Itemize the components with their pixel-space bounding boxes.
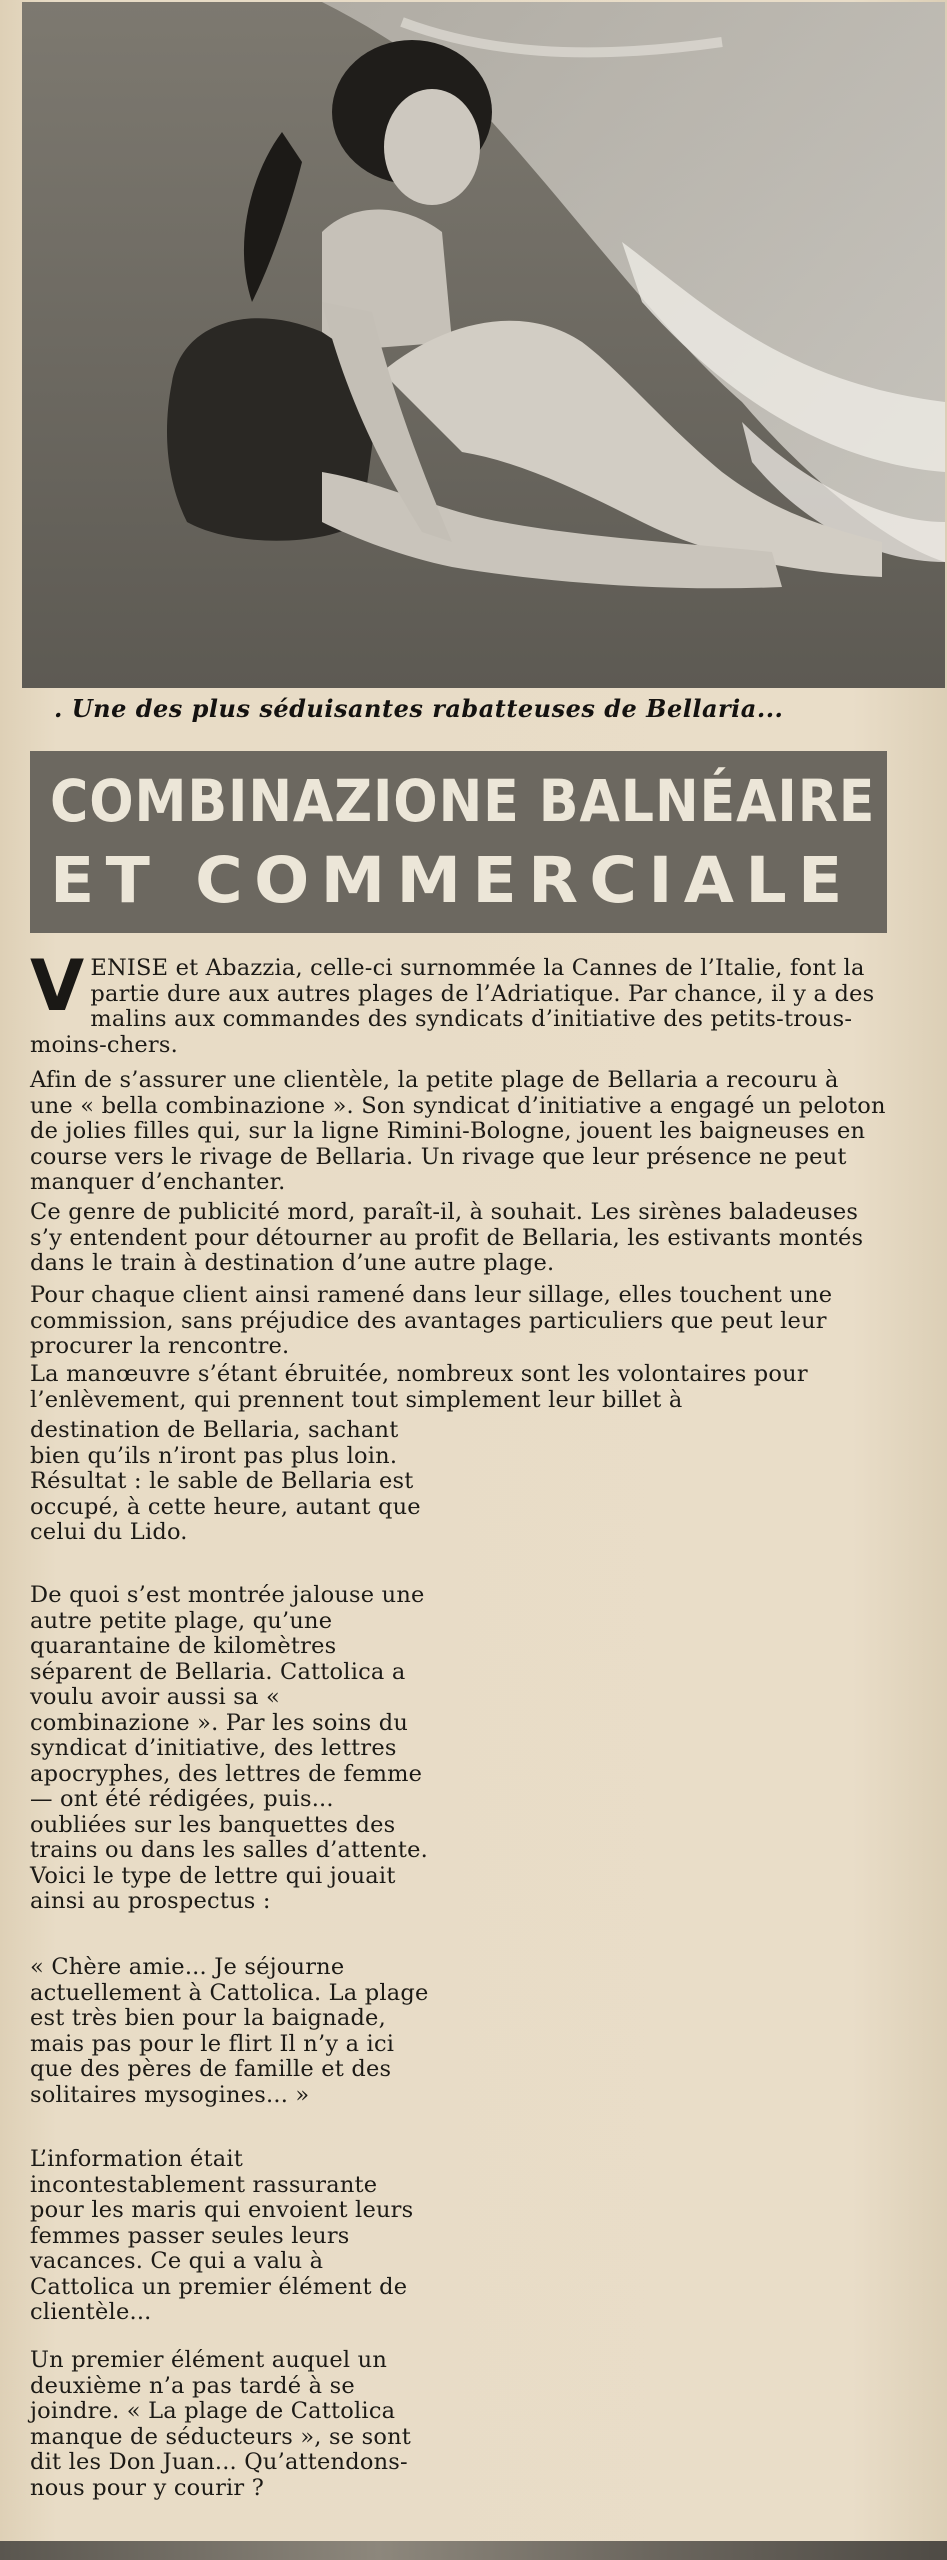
beach-photo (22, 2, 945, 688)
letter-quote: « Chère amie... Je séjourne actuellement à Cattolica. La plage est très bien pour la baignade, mais pas pour le flirt Il n’y a ici que des pères de famille et des solitaires mysogines... » (30, 1954, 429, 2108)
paragraph-3: Ce genre de publicité mord, paraît-il, à souhait. Les sirènes baladeuses s’y entendent pour détourner au profit de Bellaria, les estivants montés dans le train à destination d’une autre plage. (30, 1199, 864, 1276)
paragraph-4: Pour chaque client ainsi ramené dans leur sillage, elles touchent une commission, sans préjudice des avantages particuliers que peut leur procurer la rencontre. (30, 1282, 833, 1359)
photo-caption: . Une des plus séduisantes rabatteuses de Bellaria... (54, 694, 784, 723)
paragraph-6: De quoi s’est montrée jalouse une autre petite plage, qu’une quarantaine de kilomètres séparent de Bellaria. Cattolica a voulu avoir aussi sa « combinazione ». Par les soins du syndicat d’initiative, des lettres apocryphes, des lettres de femme — ont été rédigées, puis... oubliées sur les banquettes des trains ou dans les salles d’attente. Voici le type de lettre qui jouait ainsi au prospectus : (30, 1582, 428, 1914)
paragraph-9: Un premier élément auquel un deuxième n’a pas tardé à se joindre. « La plage de Cattolica manque de séducteurs », se sont dit les Don Juan... Qu’attendons-nous pour y courir ? (30, 2347, 412, 2501)
paragraph-8: L’information était incontestablement rassurante pour les maris qui envoient leurs femmes passer seules leurs vacances. Ce qui a valu à Cattolica un premier élément de clientèle... (30, 2146, 414, 2325)
paragraph-2: Afin de s’assurer une clientèle, la petite plage de Bellaria a recouru à une « bella combinazione ». Son syndicat d’initiative a engagé un peloton de jolies filles qui, sur la ligne Rimini-Bologne, jouent les baigneuses en course vers le rivage de Bellaria. Un rivage que leur présence ne peut manquer d’enchanter. (30, 1067, 886, 1195)
paragraph-1-text: ENISE et Abazzia, celle-ci surnommée la Cannes de l’Italie, font la partie dure aux autres plages de l’Adriatique. Par chance, il y a des malins aux commandes des syndicats d’initiative des petits-trous-moins-chers. (30, 955, 875, 1058)
beach-photo-illustration (22, 2, 945, 688)
dropcap-letter: V (30, 945, 85, 1027)
paragraph-1 (30, 945, 887, 1058)
paragraph-5-continued: destination de Bellaria, sachant bien qu’ils n’iront pas plus loin. Résultat : le sable de Bellaria est occupé, à cette heure, autant que celui du Lido. (30, 1417, 421, 1545)
paragraph-5: La manœuvre s’étant ébruitée, nombreux sont les volontaires pour l’enlèvement, qui prennent tout simplement leur billet à (30, 1361, 808, 1413)
headline-line-1: COMBINAZIONE BALNÉAIRE (50, 767, 876, 835)
next-photo-edge (0, 2541, 947, 2560)
headline-banner (30, 751, 887, 933)
headline-line-2: ET COMMERCIALE (50, 844, 854, 917)
